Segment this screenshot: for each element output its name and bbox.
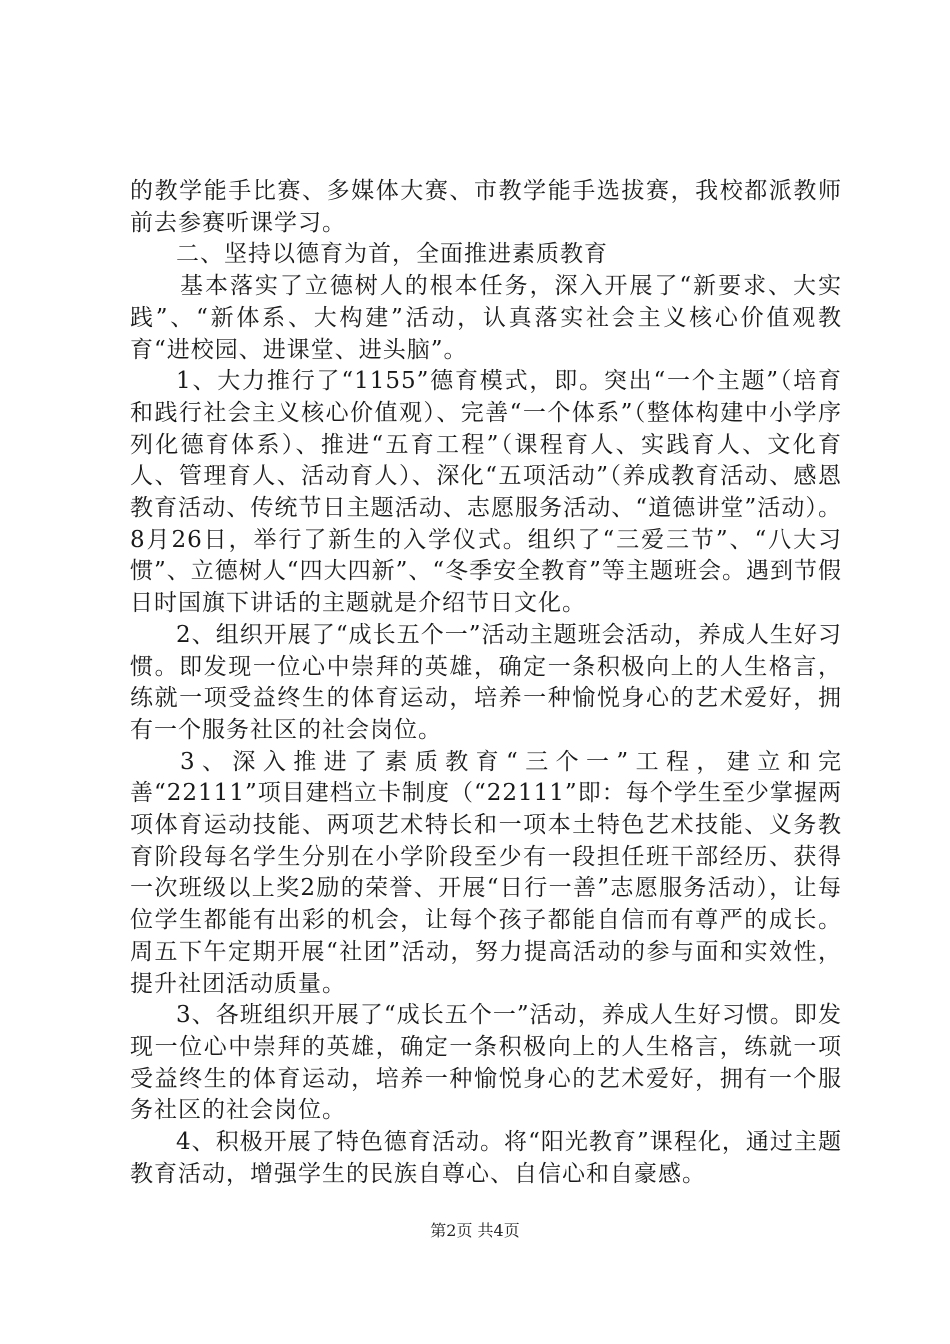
paragraph-item-2: 2、组织开展了“成长五个一”活动主题班会活动，养成人生好习惯。即发现一位心中崇拜的英雄，确定一条积极向上的人生格言，练就一项受益终生的体育运动，培养一种愉悦身心的艺术爱好，拥有一个服务社区的社会岗位。 — [130, 621, 842, 743]
paragraph-intro: 基本落实了立德树人的根本任务，深入开展了“新要求、大实践”、“新体系、大构建”活动，认真落实社会主义核心价值观教育“进校园、进课堂、进头脑”。 — [130, 273, 842, 363]
document-body — [130, 176, 842, 1191]
section-heading: 二、坚持以德育为首，全面推进素质教育 — [176, 241, 608, 268]
paragraph-item-1: 1、大力推行了“1155”德育模式，即。突出“一个主题”（培育和践行社会主义核心价值观）、完善“一个体系”（整体构建中小学序列化德育体系）、推进“五育工程”（课程育人、实践育人、文化育人、管理育人、活动育人）、深化“五项活动”（养成教育活动、感恩教育活动、传统节日主题活动、志愿服务活动、“道德讲堂”活动）。8月26日，举行了新生的入学仪式。组织了“三爱三节”、“八大习惯”、立德树人“四大四新”、“冬季安全教育”等主题班会。遇到节假日时国旗下讲话的主题就是介绍节日文化。 — [130, 368, 842, 617]
page-footer: 第2页 共4页 — [430, 1221, 520, 1240]
paragraph-continuation: 的教学能手比赛、多媒体大赛、市教学能手选拔赛，我校都派教师前去参赛听课学习。 — [130, 178, 842, 236]
paragraph-item-3a: 3、深入推进了素质教育“三个一”工程，建立和完善“22111”项目建档立卡制度（“22111”即：每个学生至少掌握两项体育运动技能、两项艺术特长和一项本土特色艺术技能、义务教育阶段每名学生分别在小学阶段至少有一段担任班干部经历、获得一次班级以上奖2励的荣誉、开展“日行一善”志愿服务活动），让每位学生都能有出彩的机会，让每个孩子都能自信而有尊严的成长。周五下午定期开展“社团”活动，努力提高活动的参与面和实效性，提升社团活动质量。 — [130, 748, 842, 997]
paragraph-item-4: 4、积极开展了特色德育活动。将“阳光教育”课程化，通过主题教育活动，增强学生的民族自尊心、自信心和自豪感。 — [130, 1129, 842, 1187]
paragraph-item-3b: 3、各班组织开展了“成长五个一”活动，养成人生好习惯。即发现一位心中崇拜的英雄，确定一条积极向上的人生格言，练就一项受益终生的体育运动，培养一种愉悦身心的艺术爱好，拥有一个服务社区的社会岗位。 — [130, 1002, 842, 1124]
